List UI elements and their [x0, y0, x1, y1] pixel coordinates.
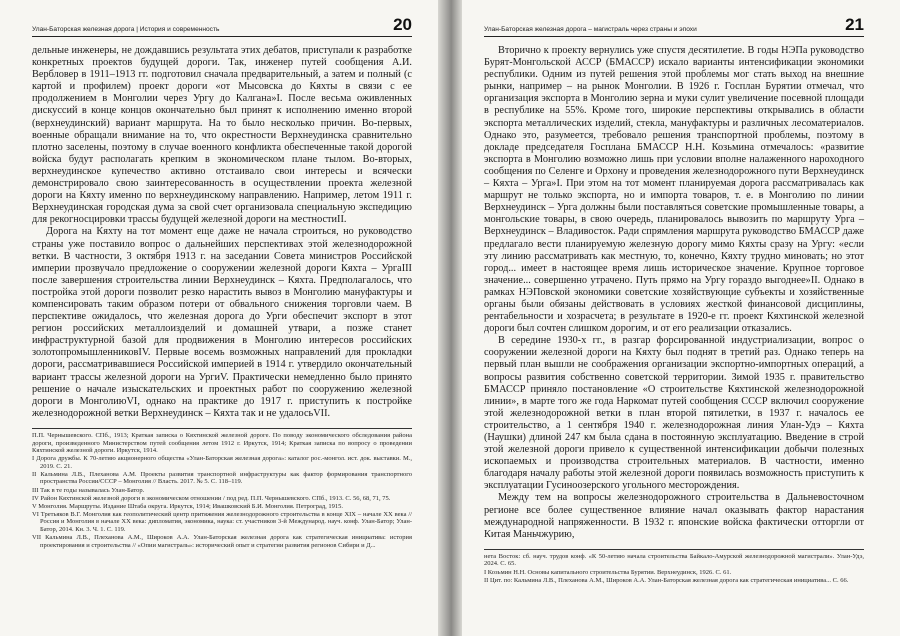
paragraph: Между тем на вопросы железнодорожного строительства в Дальневосточном регионе все более существенное влияние начал оказывать фактор нарастания международной напряженности. В 1932 г. японские войска фактически отторгли от Китая Маньчжурию,: [484, 492, 864, 540]
paragraph: Вторично к проекту вернулись уже спустя десятилетие. В годы НЭПа руководство Бурят-Монгольской АССР (БМАССР) искало варианты интенсификации экономики республики. Одним из путей решения этой проблемы мог стать выход на внешние рынки, например – на рынок Монголии. В 1926 г. Госплан Бурятии отмечал, что организация экспорта в Монголию зерна и муки сулит увеличение посевной площади в республике на 55%. Кроме того, широкие перспективы открывались в области экспорта металлических изделий, стекла, мануфактуры и различных лесоматериалов. Однако это, разумеется, требовало решения транспортной проблемы, поэтому в докладе председателя Госплана БМАССР Н.Н. Козьмина отмечалось: «развитие экспорта в Монголию возможно лишь при условии вполне налаженного нароходного сообщения по Селенге и Орхону и проведения железнодорожного пути Верхнеудинск – Кяхта – Урга»I. При этом на тот момент планируемая дорога рассматривалась как маршрут не только экспорта, но и импорта товаров, т. е. в Монголию по линии Верхнеудинск – Урга должны были поставляться советские промышленные товары, а монгольские товары, в свою очередь, планировалось вывозить по маршруту Урга – Верхнеудинск – Владивосток. Ради спрямления маршрута руководство БМАССР даже предлагало вести планируемую железную дорогу мимо Кяхты сразу на Ургу: «если эту линию рассматривать как местную, то, конечно, Кяхту трудно миновать; но этот город... имеет в настоящее время лишь историческое значение. Крупное торговое значение... совершенно утрачено. Путь прямо на Ургу гораздо выгоднее»II. Однако в рамках НЭПовской экономики советские хозяйствующие субъекты и хозяйственные органы были обязаны действовать в условиях жесткой финансовой дисциплины, рентабельности и хозрасчета; в результате в 1920-е гг. проект Кяхтинской железной дороги был сочтен слишком дорогим, и от его реализации отказались.: [484, 45, 864, 335]
footnote: П.П. Чернышевского. СПб., 1913; Краткая записка о Кяхтинской железной дороге. По поводу экономического обследования района дороги, произведенного Министерством путей сообщения летом 1912 г. Иркутск, 1914; Краткая записка по вопросу о проведении Кяхтинской железной дороги. Иркутск, 1914.: [32, 431, 412, 455]
left-page: [0, 0, 438, 636]
footnotes: [484, 553, 864, 584]
running-title: Улан-Баторская железная дорога – магистраль через страны и эпохи: [484, 26, 697, 33]
running-header: [32, 6, 412, 37]
paragraph: Дорога на Кяхту на тот момент еще даже не начала строиться, но руководство страны уже поставило вопрос о дальнейших перспективах этой железнодорожной ветки. В частности, 3 октября 1913 г. на заседании Совета министров Российской империи прозвучало предложение о сооружении железной дороги Кяхта – УргаIII после завершения строительства линии Верхнеудинск – Кяхта. Предполагалось, что постройка этой дороги позволит резко нарастить вывоз в Монголию мануфактуры и компенсировать таким образом потери от обвального снижения торговли чаем. В перспективе ожидалось, что железная дорога до Урги обеспечит экспорт в этот регион российских металлоизделий и домашней утвари, а позже станет инфраструктурной базой для продвижения в Монголию интересов российских золотопромышленниковIV. Первые восемь возможных направлений для прокладки дороги, рассматривавшиеся Российской империей в 1914 г. утвердило окончательный вариант трассы железной дороги на УргиV. Практически немедленно было принято решение о начале изыскательских и проектных работ по сооружению железной дороги в МонголиюVI, однако на практике до 1917 г. приступить к постройке железнодорожной ветки Верхнеудинск – Кяхта так и не удалосьVII.: [32, 226, 412, 419]
book-gutter: [438, 0, 462, 636]
right-page: [462, 0, 900, 636]
page-number: 21: [845, 15, 864, 34]
page-number: 20: [393, 15, 412, 34]
paragraph: В середине 1930-х гг., в разгар форсированной индустриализации, вопрос о сооружении железной дороги на Кяхту был поднят в третий раз. Однако теперь на первый план вышли не соображения организации экспортно-импортных операций, а вопросы развития собственно советской территории. Зимой 1935 г. правительство БМАССР приняло постановление «О строительстве Кяхтинской железнодорожной линии», в марте того же года Наркомат путей сообщения СССР включил сооружение этой железнодорожной ветки в план второй пятилетки, в 1937 г. началось ее строительство, а 1 сентября 1940 г. железнодорожная линия Улан-Удэ – Кяхта (Наушки) длиной 247 км была сдана в постоянную эксплуатацию. Введение в строй этой железной дороги привело к существенной интенсификации добычи полезных ископаемых и производства строительных материалов. В частности, именно благодаря началу работы этой железной дороги появилась возможность приступить к эксплуатации Гусиноозерского угольного месторождения.: [484, 335, 864, 492]
footnote: II Кальмина Л.В., Плеханова А.М. Проекты развития транспортной инфраструктуры как фактор формирования транспортного пространства России/СССР – Монголия // Власть. 2017. № 5. С. 118–119.: [32, 470, 412, 486]
footnote: нета Восток: сб. науч. трудов конф. «К 50-летию начала строительства Байкало-Амурской железнодорожной магистрали». Улан-Удэ, 2024. С. 65.: [484, 552, 864, 568]
footnote: I Козьмин Н.Н. Основы капитального строительства Бурятии. Верхнеудинск, 1926. С. 61.: [484, 568, 732, 576]
footnote: II Цит. по: Кальмина Л.В., Плеханова А.М., Широков А.А. Улан-Баторская железная дорога как стратегическая инициатива... С. 66.: [484, 576, 849, 584]
footnote: I Дорога дружбы. К 70-летию акционерного общества «Улан-Баторская железная дорога»: каталог рос.-монгол. ист. док. выставки. М., 2019. С. 21.: [32, 455, 412, 470]
paragraph: дельные инженеры, не дождавшись результата этих дебатов, приступали к разработке конкретных проектов будущей дороги. Так, инженер путей сообщения А.И. Вербловер в 1911–1913 гг. подготовил сначала предварительный, а затем и полный (с картой и профилем) проект дороги «от Мысовска до Кяхты в связи с ее продолжением в Монголии через Ургу до Калгана»I. После весьма оживленных дискуссий в конце концов окончательно был принят к исполнению именно второй (верхнеудинский) вариант маршрута. На то было несколько причин. Во-первых, военные обращали внимание на то, что окрестности Верхнеудинска сравнительно плотно заселены, поэтому в случае военного конфликта обеспеченные такой дорогой войска будут располагать крепким в экономическом плане тылом. Во-вторых, верхнеудинское купечество активно отстаивало свои интересы и всячески демонстрировало свою заинтересованность в осуществлении проекта железной дороги на Кяхту именно по верхнеудинскому направлению. Например, летом 1911 г. Верхнеудинская городская дума за свой счет организовала специальную экспедицию для рекогносцировки трассы будущей железной дороги на местностиII.: [32, 45, 412, 226]
footnote-separator: [32, 428, 412, 429]
footnote: V Монголия. Маршруты. Издание Штаба округа. Иркутск, 1914; Ивашковский Б.И. Монголия. Петроград, 1915.: [32, 502, 344, 510]
footnote: VII Кальмина Л.В., Плеханова А.М., Широков А.А. Улан-Баторская железная дорога как стратегическая инициатива: история проектирования и строительства // «Опии магистраль»: исторический опыт и стратегии развития регионов Сибири и Д...: [32, 534, 412, 549]
main-text: [484, 45, 864, 541]
footnotes: [32, 432, 412, 549]
footnote-separator: [484, 549, 864, 550]
running-title: Улан-Баторская железная дорога | История и современность: [32, 26, 220, 33]
footnote: IV Район Кяхтинской железной дороги в экономическом отношении / под ред. П.П. Чернышевского. СПб., 1913. С. 56, 68, 71, 75.: [32, 494, 391, 502]
footnote: III Так в те годы называлась Улан-Батор.: [32, 486, 145, 494]
main-text: [32, 45, 412, 420]
running-header: [484, 6, 864, 37]
footnote: VI Третьяков В.Г. Монголия как геополитический центр притяжения железнодорожного строительства в конце XIX – начале XX века // Россия и Монголия в начале XX века: дипломатия, экономика, наука: ст. участников 3-й Международ. науч. конф. Улан-Батор; Улан-Батор, 2014. Кн. 3. Ч. 1. С. 119.: [32, 510, 412, 534]
